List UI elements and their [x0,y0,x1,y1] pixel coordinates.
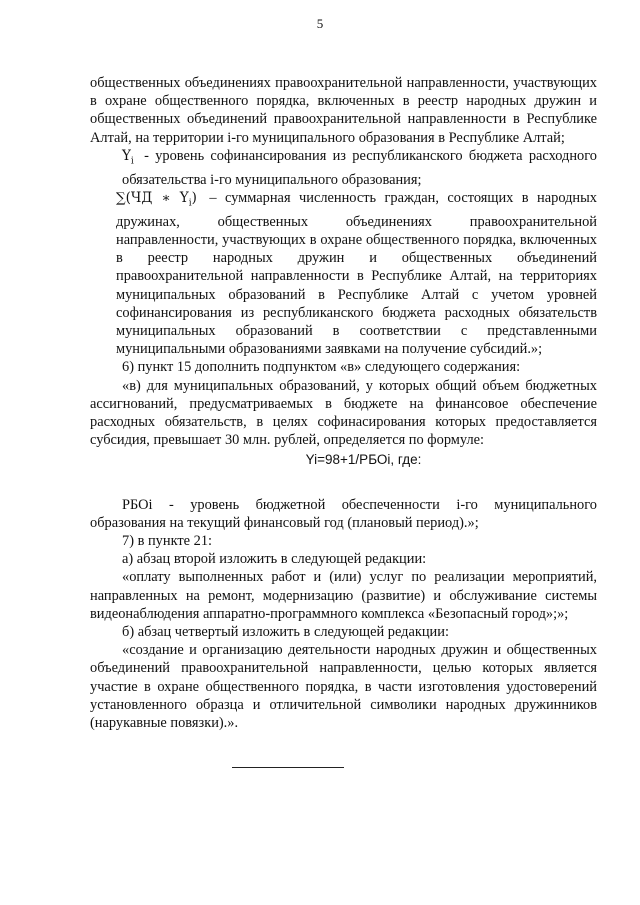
paragraph-subitem-b: б) абзац четвертый изложить в следующей редакции: [122,624,449,641]
paragraph-definition-continuation: общественных объединениях правоохранительной направленности, участвующих в охране общественного порядка, включенных в реестр народных дружин и общественных объединений правоохранительной направленности в Республике Алтай, на территории i-го муниципального образования в Республике Алтай; [90,75,597,146]
formula-yi: Yi=98+1/РБОi, где: [305,452,422,468]
paragraph-yi-definition [90,147,597,189]
paragraph-subitem-b-text: «создание и организацию деятельности народных дружин и общественных объединений правоохранительной направленности, целью которых является участие в охране общественного порядка, в части изготовления удостоверений установленного образца и отличительной символики народных дружинников (нарукавные повязки).». [90,642,597,732]
paragraph-subitem-a: а) абзац второй изложить в следующей редакции: [122,551,427,568]
yi-definition-text: - уровень софинансирования из республиканского бюджета расходного обязательства i-го муниципального образования; [122,147,597,188]
paragraph-rbo-definition: РБОi - уровень бюджетной обеспеченности i-го муниципального образования на текущий финансовый год (плановый период).»; [90,496,597,531]
closing-divider-line [232,767,344,768]
paragraph-subitem-v: «в) для муниципальных образований, у которых общий объем бюджетных ассигнований, предусматриваемых в бюджете на финансовое обеспечение расходных обязательств, в целях софинасирования которых предоставляется субсидия, превышает 30 млн. рублей, определяется по формуле: [90,377,597,449]
formula-symbol-sum: ∑(ЧД ∗ $Y_i$) [116,189,197,209]
sum-definition-text: – суммарная численность граждан, состоящих в народных дружинах, общественных объединениях правоохранительной направленности, участвующих в охране общественного порядка, включенных в реестр народных дружин и общественных объединений правоохранительной направленности в Республике Алтай, на территориях муниципальных образований в Республике Алтай с учетом уровней софинансирования из республиканского бюджета расходных обязательств муниципальных образований в соответствии с представленными муниципальными образованиями заявками на получение субсидий.»; [116,189,597,358]
paragraph-item-6: 6) пункт 15 дополнить подпунктом «в» следующего содержания: [122,359,521,376]
paragraph-sum-definition [90,189,597,359]
document-body [90,74,597,732]
formula-symbol-yi: $Y_i$ [122,147,134,167]
paragraph-item-7: 7) в пункте 21: [122,533,213,550]
paragraph-subitem-a-text: «оплату выполненных работ и (или) услуг по реализации мероприятий, направленных на ремонт, модернизацию (развитие) и обслуживание системы видеонаблюдения аппаратно-программного комплекса «Безопасный город»;»; [90,569,597,622]
page-number: 5 [316,16,324,31]
